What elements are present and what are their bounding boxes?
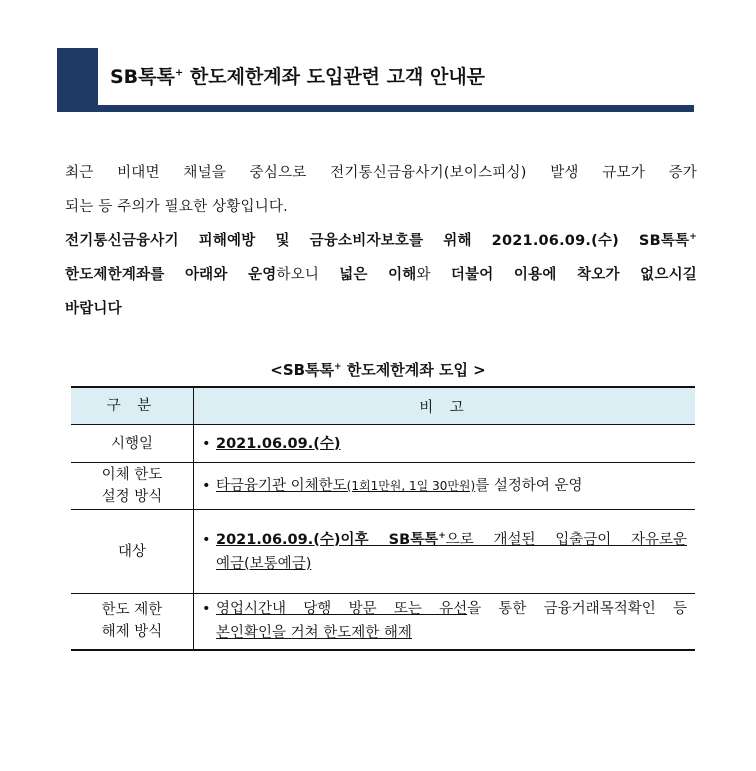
table-row [71, 463, 695, 510]
page-title: SB톡톡+ 한도제한계좌 도입관련 고객 안내문 [110, 66, 486, 88]
info-table [71, 386, 695, 651]
intro-paragraph-2: 전기통신금융사기 피해예방 및 금융소비자보호를 위해 2021.06.09.(수) SB톡톡+ 한도제한계좌를 아래와 운영하오니 넓은 이해와 더불어 이용에 착오가 없으시길 바랍니다 [65, 232, 698, 317]
header-accent-block [57, 48, 98, 112]
row-value: • 영업시간내 당행 방문 또는 유선을 통한 금융거래목적확인 등 본인확인을 거쳐 한도제한 해제 [194, 594, 696, 650]
table-row [71, 594, 695, 650]
table-header-row [71, 387, 695, 425]
intro-paragraph-1: 최근 비대면 채널을 중심으로 전기통신금융사기(보이스피싱) 발생 규모가 증가 되는 등 주의가 필요한 상황입니다. [65, 165, 697, 215]
header-category: 구 분 [71, 387, 194, 425]
row-value: • 2021.06.09.(수) [194, 425, 696, 463]
row-label: 대상 [71, 510, 194, 594]
row-value: • 2021.06.09.(수)이후 SB톡톡+으로 개설된 입출금이 자유로운 예금(보통예금) [194, 510, 696, 594]
table-row [71, 510, 695, 594]
row-label: 한도 제한 해제 방식 [71, 594, 194, 650]
header-remarks: 비 고 [194, 387, 696, 425]
table-row [71, 425, 695, 463]
header-rule [98, 105, 694, 112]
row-label: 시행일 [71, 425, 194, 463]
row-label: 이체 한도 설정 방식 [71, 463, 194, 510]
table-caption: <SB톡톡+ 한도제한계좌 도입 > [270, 361, 486, 379]
row-value: • 타금융기관 이체한도(1회1만원, 1일 30만원)를 설정하여 운영 [194, 463, 696, 510]
